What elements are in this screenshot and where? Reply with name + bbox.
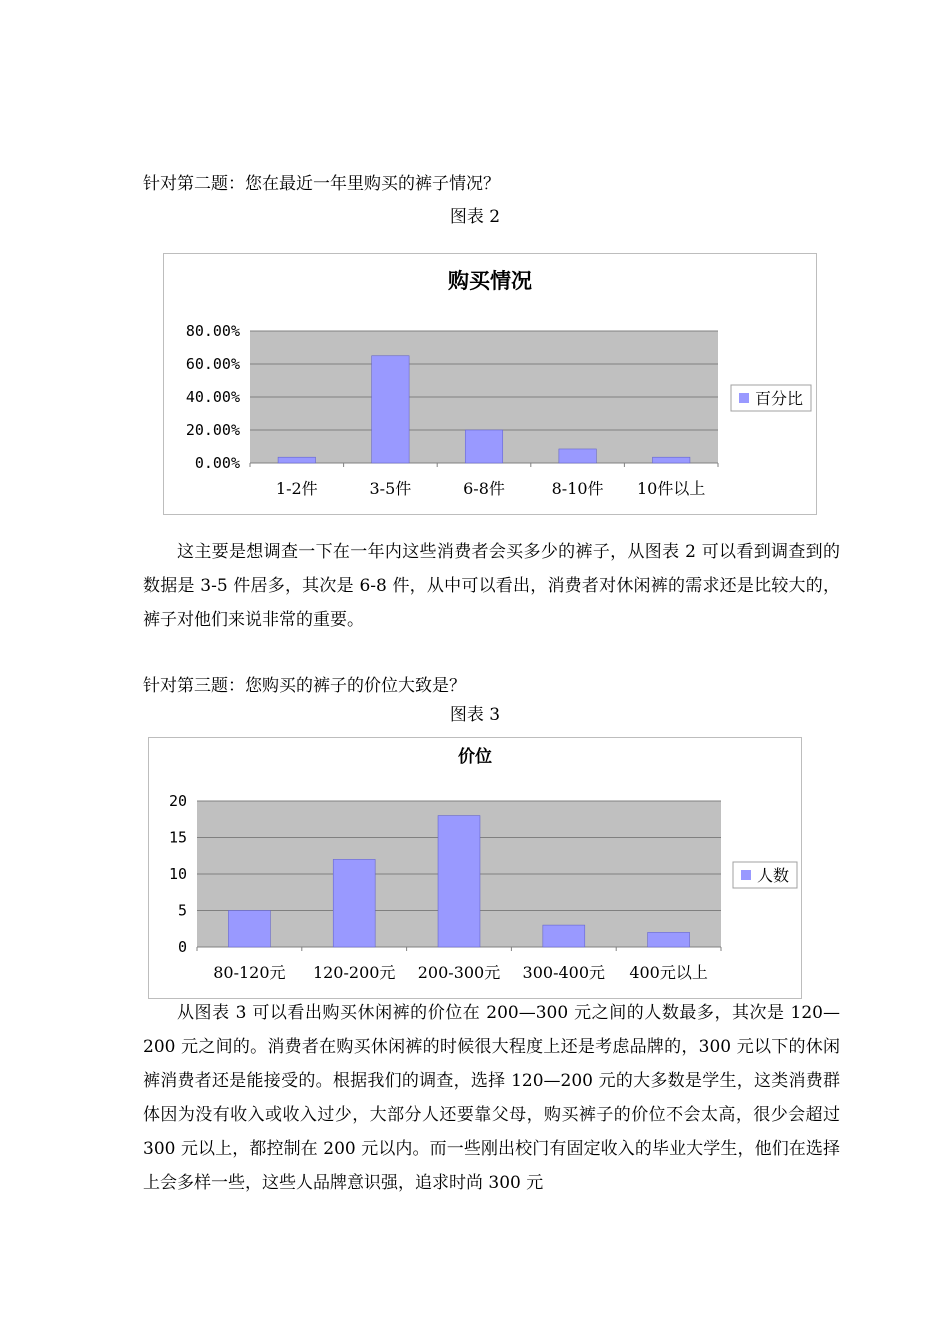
q2-heading: 针对第二题：您在最近一年里购买的裤子情况？ [143,174,500,194]
chart3-ytick-label: 20 [168,792,187,810]
chart3-xtick-label: 120-200元 [312,963,396,982]
chart2-xtick-label: 10件以上 [637,479,706,498]
chart3-xtick-label: 80-120元 [213,963,286,982]
chart3-ytick-label: 10 [168,865,187,883]
chart2-xtick-label: 3-5件 [369,479,412,498]
chart2-ytick-label: 80.00% [185,322,240,340]
chart2-ytick-label: 0.00% [194,454,240,472]
chart3-svg [149,738,801,998]
chart3-xtick-label: 300-400元 [522,963,606,982]
chart3-ytick-label: 15 [168,828,187,847]
chart2-bar [465,430,502,463]
chart2-svg [164,254,816,514]
chart2-ytick-label: 60.00% [185,355,240,373]
chart3-xtick-label: 200-300元 [417,963,501,982]
chart3-caption: 图表 3 [449,705,501,725]
chart3-ytick-label: 0 [177,938,187,956]
chart2-bar [278,457,315,463]
q3-heading: 针对第三题：您购买的裤子的价位大致是？ [143,676,466,696]
chart3-title: 价位 [458,747,492,767]
chart2-caption: 图表 2 [449,207,501,227]
q2-paragraph: 这主要是想调查一下在一年内这些消费者会买多少的裤子，从图表 2 可以看到调查到的数据是 3-5 件居多，其次是 6-8 件，从中可以看出，消费者对休闲裤的需求还是比较大的，裤子对他们来说非常的重要。 [143,542,840,630]
chart2-ytick-label: 40.00% [185,388,240,406]
chart2-xtick-label: 6-8件 [463,479,505,498]
chart2-xtick-label: 8-10件 [551,479,604,498]
chart3-bar [543,925,585,947]
chart3-xtick-label: 400元以上 [629,963,708,982]
chart2-legend-swatch [739,393,749,403]
chart3-bar [228,911,270,948]
chart2 [163,253,817,515]
chart3-legend-label: 人数 [757,866,790,885]
chart2-bar [372,356,409,463]
chart2-title: 购买情况 [448,269,532,293]
chart3-bar [438,816,480,947]
chart3-bar [648,932,690,947]
chart2-xtick-label: 1-2件 [275,479,318,498]
chart2-legend-label: 百分比 [755,389,804,408]
chart2-ytick-label: 20.00% [185,421,240,439]
chart3-bar [333,859,375,947]
chart2-bar [652,457,689,463]
q3-paragraph: 从图表 3 可以看出购买休闲裤的价位在 200—300 元之间的人数最多，其次是 120—200 元之间的。消费者在购买休闲裤的时候很大程度上还是考虑品牌的，300 元以下的休闲裤消费者还是能接受的。根据我们的调查，选择 120—200 元的大多数是学生，这类消费群体因为没有收入或收入过少，大部分人还要靠父母，购买裤子的价位不会太高，很少会超过 300 元以上，都控制在 200 元以内。而一些刚出校门有固定收入的毕业大学生，他们在选择上会多样一些，这些人品牌意识强，追求时尚 300 元 [143,1003,840,1193]
chart2-bar [559,449,596,463]
chart3-legend-swatch [741,870,751,880]
chart3 [148,737,802,999]
chart3-ytick-label: 5 [177,901,187,920]
